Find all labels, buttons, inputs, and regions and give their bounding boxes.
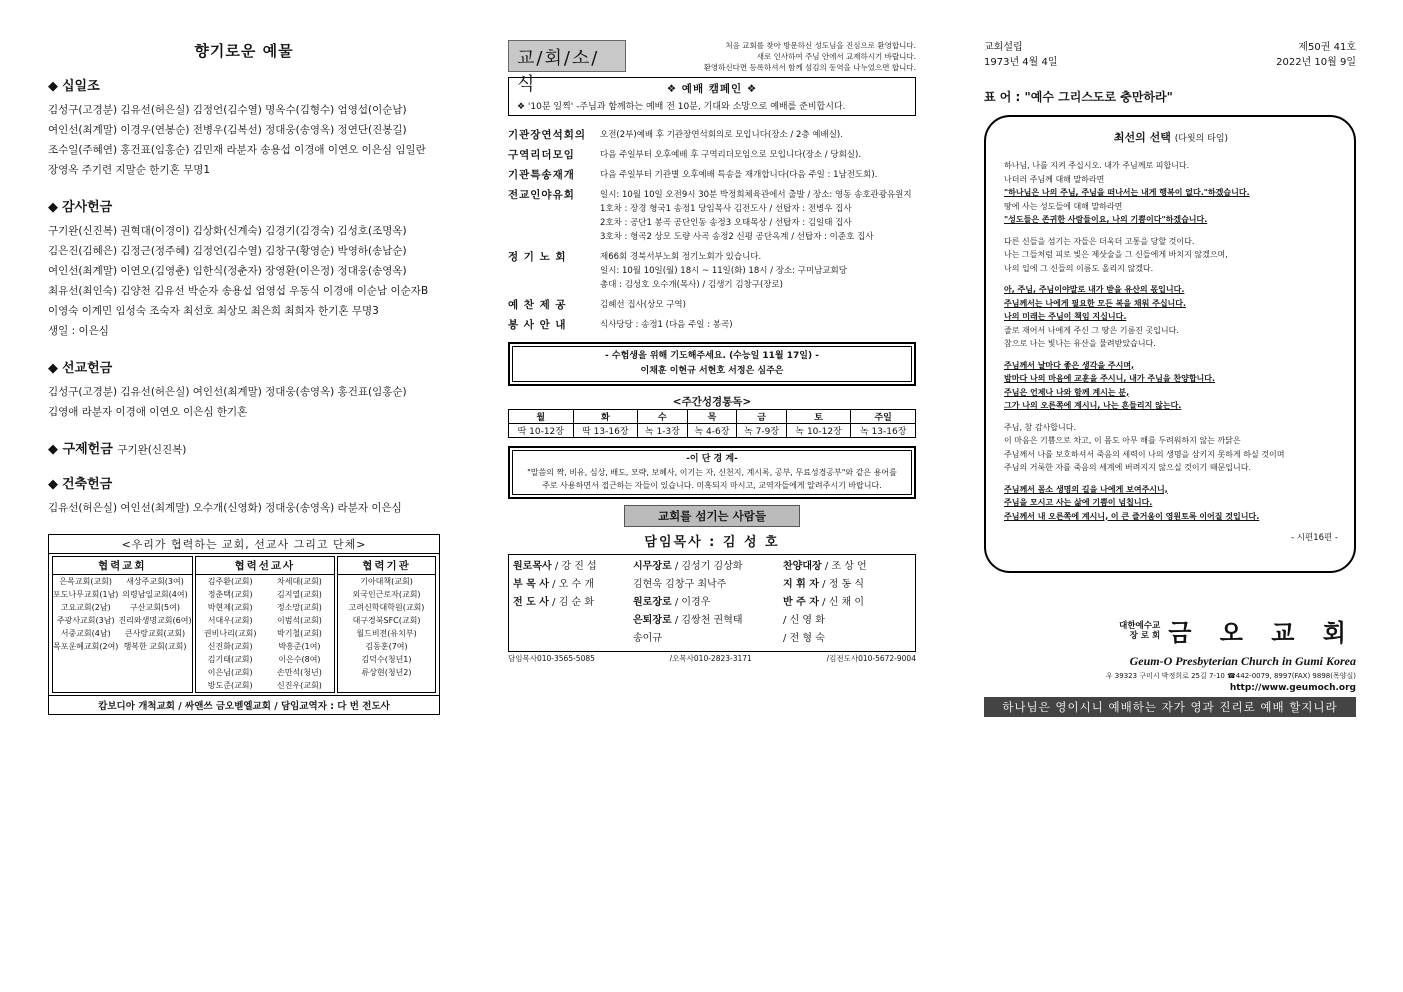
notice-value [600,250,916,292]
coop-item: 차세대(교회) [277,577,322,586]
staff-separator: / [548,597,559,608]
coop-churches [52,556,193,693]
church-name: 금 오 교 회 [1168,619,1356,647]
coop-item: 신진화(교회) [207,642,253,651]
staff-role: 부 목 사 [513,579,549,590]
staff-role: 지 휘 자 [783,579,819,590]
coop-item: 의령남일교회(4여) [122,590,188,599]
coop-item: 외국인근로자(교회) [352,590,421,599]
staff-cell [513,594,633,612]
poem-line: 나의 미래는 주님이 책임 지십니다. [1004,312,1127,321]
offerings-column [48,40,440,715]
staff-cell [783,630,911,648]
poem-line: "하나님은 나의 주님, 주님을 떠나서는 내게 행복이 없다."하겠습니다. [1004,188,1250,197]
campaign-box [508,77,916,116]
poem-line: 주님께서 내 오른쪽에 계시니, 이 큰 즐거움이 영원토록 이어질 것입니다. [1004,511,1260,521]
notice-line: 오전(2부)예배 후 기관장연석회의로 모입니다(장소 / 2층 예배실). [600,130,843,140]
coop-item: 김덕수(청년1) [361,655,412,664]
staff-row [513,612,911,630]
staff-separator: / [671,615,682,626]
poem-line: 주님께서 나를 보호하셔서 죽음의 세력이 나의 생명을 삼키지 못하게 하실 것이며 [1004,449,1285,459]
notice-value [600,168,916,182]
est-label: 교회설립 [984,42,1023,53]
poem-line: 다른 신들을 섬기는 자들은 더욱더 고통을 당할 것이다. [1004,236,1195,246]
relief-head: 구제헌금 [62,442,113,457]
staff-cell [783,594,911,612]
poem-box [984,115,1356,573]
offering-section [48,75,440,180]
denomination-2: 장 로 회 [1129,630,1161,641]
coop-item: 이범석(교회) [277,616,322,625]
notice-line: 3호차 : 형곡2 상모 도량 사곡 송정2 신평 공단옥계 / 선탑자 : 이준호 집사 [600,232,874,242]
scripture-banner: 하나님은 영이시니 예배하는 자가 영과 진리로 예배 할지니라 [984,697,1356,717]
notice-item [508,148,916,162]
church-english-name: Geum-O Presbyterian Church in Gumi Korea [1129,654,1356,668]
notice-item [508,250,916,292]
bible-day: 금 [737,410,787,424]
poem-stanza [1004,421,1338,475]
staff-row [513,594,911,612]
poem-line: 주님께서 몸소 생명의 길을 나에게 보여주시니, [1004,484,1168,494]
staff-name: 강 진 섭 [561,561,597,572]
phone-number: /오목사010-2823-3171 [669,654,752,663]
staff-name: 전 형 숙 [789,633,825,644]
coop-item: 김동훈(7여) [365,642,408,651]
coop-item: 김기태(교회) [207,655,253,664]
poem-line: 나더러 주님께 대해 말하라면 [1004,174,1105,184]
coop-missionaries-head: 협력선교사 [196,557,334,575]
poem-line: 주님께서 날마다 좋은 생각을 주시며, [1004,360,1135,370]
coop-item: 김주환(교회) [207,577,253,586]
notice-key: 전교인야유회 [508,189,575,201]
coop-item: 서대우(교회) [207,616,253,625]
coop-item: 구산교회(5여) [130,603,180,612]
poem-line: 주님, 참 감사합니다. [1004,422,1076,432]
notice-line: 식사당당 : 송정1 (다음 주일 : 봉곡) [600,320,733,330]
coop-item: 주광사교회(3남) [56,616,115,625]
notice-line: 2호차 : 공단1 봉곡 공단인동 송정3 오태목상 / 선탑자 : 김일태 집사 [600,218,852,228]
coop-item: 진리와생명교회(6여) [118,616,192,625]
relief-offering [48,438,440,457]
welcome-line: 처음 교회를 찾아 방문하신 성도님을 진심으로 환영합니다. [725,41,916,50]
coop-item: 은목교회(교회) [59,577,113,586]
diamond-icon: ◆ [48,477,58,492]
building-offering [48,473,440,518]
poem-line: 그가 나의 오른쪽에 계시니, 나는 흔들리지 않는다. [1004,401,1182,410]
staff-cell [513,630,633,648]
staff-role: 찬양대장 [783,561,822,572]
poem-line: 밤마다 나의 마음에 교훈을 주시니, 내가 주님을 찬양합니다. [1004,374,1216,383]
poem-line: 아, 주님, 주님이야말로 내가 받을 유산의 몫입니다. [1004,285,1185,294]
bible-title: <주간성경통독> [672,396,752,408]
staff-row [513,630,911,648]
welcome-text [626,40,916,73]
coop-item: 고려신학대학원(교회) [348,603,425,612]
notice-item [508,168,916,182]
coop-item: 류상현(청년2) [361,668,412,677]
serve-title: 교회를 섬기는 사람들 [624,505,800,527]
est-date: 1973년 4월 4일 [984,57,1058,68]
offering-names-line: 김성구(고경분) 김유선(허은실) 김정언(김수열) 명옥수(김형수) 엄영섭(이순남) [48,104,407,116]
coop-item: 이은수(8여) [278,655,321,664]
diamond-icon: ◆ [48,361,58,376]
notice-key: 구역리더모임 [508,149,575,161]
offering-names-line: 김영애 라분자 이경애 이연오 이은심 한기혼 [48,406,248,418]
prayer-box [508,342,916,386]
coop-item: 정소망(교회) [277,603,322,612]
staff-separator: / [783,615,790,626]
bible-reading: 녹 13-16장 [851,424,916,438]
church-info [984,613,1356,693]
poem-line: 주님을 모시고 사는 삶에 기쁨이 넘칩니다. [1004,498,1153,507]
bible-reading: 녹 4-6장 [687,424,737,438]
heresy-box [508,446,916,499]
staff-cell [633,630,783,648]
staff-separator: / [671,561,682,572]
prayer-names: 이채훈 이현규 서현호 서정은 심주은 [640,366,784,376]
offering-section [48,196,440,341]
poem-line: "성도들은 존귀한 사람들이요, 나의 기쁨이다"하겠습니다. [1004,215,1208,224]
staff-separator: / [548,579,559,590]
poem-line: 주님은 언제나 나와 함께 계시는 분, [1004,387,1130,397]
notice-value [600,188,916,244]
staff-cell [633,612,783,630]
offering-head-label: 감사헌금 [62,200,113,215]
offerings-title: 향기로운 예물 [194,42,294,60]
notice-key: 예 찬 제 공 [508,299,567,311]
staff-name: 김쌍천 권혁태 [681,615,743,626]
staff-name: 김 순 화 [558,597,595,608]
staff-cell [633,558,783,576]
staff-cell [513,558,633,576]
staff-cell [783,558,911,576]
poem-line: 이 마음은 기쁨으로 차고, 이 몸도 아무 해를 두려워하지 않는 까닭은 [1004,436,1241,445]
staff-role: 반 주 자 [783,597,819,608]
poem-stanza [1004,159,1338,227]
poem-line: 나의 입에 그 신들의 이름도 올리지 않겠다. [1004,263,1154,273]
poem-line: 주님께서는 나에게 필요한 모든 복을 채워 주십니다. [1004,298,1187,308]
relief-names: 구기완(신진복) [117,444,187,456]
notice-key: 기관장연석회의 [508,129,587,141]
coop-item: 고요교회(2남) [60,603,111,612]
poem-title: 최선의 선택 [1113,131,1171,144]
poem-line: 땅에 사는 성도들에 대해 말하라면 [1004,201,1123,211]
bible-day: 주일 [851,410,916,424]
notices [508,128,916,332]
staff-cell [513,612,633,630]
coop-item: 박기철(교회) [277,629,322,638]
notice-value [600,298,916,312]
staff-separator: / [783,633,790,644]
heresy-line: 주로 사용하면서 접근하는 자들이 있습니다. 미혹되지 마시고, 교역자들에게 알려주시기 바랍니다. [542,481,882,490]
coop-orgs [337,556,436,693]
heresy-line: "말씀의 짝, 비유, 심상, 배도, 모략, 보혜사, 이기는 자, 신천지, 계시록, 공부, 무료성경공부"와 같은 용어를 [527,468,897,477]
coop-item: 정춘택(교회) [207,590,253,599]
bible-day: 토 [786,410,851,424]
offering-head [48,196,440,215]
motto: 표 어 : "예수 그리스도로 충만하라" [984,90,1173,104]
bible-reading: 녹 10-12장 [786,424,851,438]
coop-footer: 캄보디아 개척교회 / 싸앤쓰 금오벧엘교회 / 담임교역자 : 다 번 전도사 [49,695,439,714]
staff-cell [783,612,911,630]
coop-item: 권비나리(교회) [203,629,257,638]
coop-item: 기아대책(교회) [360,577,413,586]
offering-names-line: 김은진(김혜은) 김정근(정주혜) 김정언(김수열) 김창구(황영순) 박영하(송남순) [48,245,407,257]
staff-name: 김성기 김상화 [681,561,743,572]
volume-number: 제50권 41호 [1298,42,1356,53]
notice-line: 1호차 : 장경 형국1 송정1 당임목사 김전도사 / 선탑자 : 전병우 집사 [600,204,852,214]
coop-item: 박현제(교회) [207,603,253,612]
staff-separator: / [818,579,829,590]
notice-value [600,148,916,162]
bible-day: 월 [509,410,574,424]
bible-reading: 딱 13-16장 [573,424,638,438]
staff-row [513,576,911,594]
bible-reading: 딱 10-12장 [509,424,574,438]
poem-line: 줄로 재어서 나에게 주신 그 땅은 기름진 곳입니다. [1004,325,1179,335]
offering-names-line: 조수일(주혜연) 홍건표(임홍순) 김민재 라분자 송용섭 이경애 이연오 이은심 임일란 [48,144,426,156]
coop-item: 서중교회(4남) [60,629,111,638]
phone-numbers [508,653,916,664]
notice-line: 총대 : 김성호 오수개(목사) / 김생기 김창구(장로) [600,280,784,290]
staff-name: 송이규 [633,633,662,644]
poem-stanza [1004,283,1338,351]
staff-separator: / [551,561,562,572]
staff-name: 조 상 언 [831,561,867,572]
campaign-title: ❖ 예배 캠페인 ❖ [666,83,758,95]
staff-role: 원로장로 [633,597,672,608]
offering-names-line: 장영옥 주기련 지말순 한기혼 무명1 [48,164,211,176]
offering-names-line: 김성구(고경분) 김유선(허은실) 여인선(최계말) 정대웅(송영옥) 홍건표(임홍순) [48,386,407,398]
coop-item: 신진우(교회) [277,681,322,690]
news-logo: 교/회/소/식 [508,40,626,72]
building-names: 김유선(허은실) 여인선(최계말) 오수개(신영화) 정대웅(송영옥) 라분자 이은심 [48,502,402,514]
offering-sections [48,75,440,422]
coop-item: 김지열(교회) [277,590,322,599]
offering-names-line: 여인선(최계말) 이연오(김영춘) 임한식(정춘자) 장영환(이은정) 정대웅(송영옥) [48,265,407,277]
notice-item [508,298,916,312]
poem-line: 나는 그들처럼 피로 빚은 제삿술을 그 신들에게 바치지 않겠으며, [1004,250,1228,259]
notice-key: 정 기 노 회 [508,251,567,263]
offering-section [48,357,440,422]
coop-item: 포도나무교회(1남) [53,590,119,599]
coop-churches-head: 협력교회 [53,557,192,575]
staff-separator: / [671,597,682,608]
church-address: 우 39323 구미시 박정희로 25길 7-10 ☎442-0079, 8997(FAX) 9898(목양실) [1105,672,1356,680]
staff-name: 이경우 [681,597,711,608]
staff-name: 신 영 화 [789,615,825,626]
senior-pastor: 담임목사 : 김 성 호 [644,535,780,550]
staff-name: 오 수 개 [558,579,595,590]
notice-line: 다음 주일부터 오후예배 후 구역리더모임으로 모입니다(장소 / 당회실). [600,150,862,160]
cover-column [984,40,1356,717]
coop-item: 손만석(청년) [277,668,322,677]
bible-day: 목 [687,410,737,424]
coop-item: 새상주교회(3여) [126,577,184,586]
notice-item [508,318,916,332]
bible-table [508,409,916,438]
staff-table [508,554,916,652]
prayer-title: - 수험생을 위해 기도해주세요. (수능일 11월 17일) - [605,351,819,361]
poem-line: 참으로 나는 빛나는 유산을 물려받았습니다. [1004,339,1156,348]
staff-cell [513,576,633,594]
notice-value [600,128,916,142]
poem-author: (다윗의 타임) [1174,134,1229,144]
notice-item [508,128,916,142]
phone-number: /김전도사010-5672-9004 [826,654,916,663]
staff-separator: / [818,597,829,608]
staff-name: 정 동 식 [828,579,865,590]
poem-line: 하나님, 나를 지켜 주십시오. 내가 주님께로 피합니다. [1004,161,1190,170]
notice-line: 다음 주일부터 기관별 오후예배 특송을 재개합니다(다음 주일 : 1남전도회). [600,170,878,180]
staff-cell [633,594,783,612]
diamond-icon: ◆ [48,442,63,457]
staff-separator: / [821,561,832,572]
welcome-line: 새로 인사하여 주님 안에서 교제하시기 바랍니다. [756,52,916,61]
offering-names-line: 최유선(최인숙) 김양천 김유선 박순자 송용섭 엄영섭 우동식 이경애 이순남 이순자B [48,285,429,297]
cooperation-box [48,534,440,715]
offering-head [48,357,440,376]
coop-item: 큰사랑교회(교회) [124,629,186,638]
staff-role: 시무장로 [633,561,672,572]
staff-role: 원로목사 [513,561,552,572]
staff-name: 신 채 이 [828,597,865,608]
offering-head-label: 선교헌금 [62,361,113,376]
coop-orgs-head: 협력기관 [338,557,435,575]
coop-item: 이은님(교회) [207,668,253,677]
offering-names-line: 여인선(최계말) 이경우(연봉순) 전병우(김복선) 정대웅(송영옥) 정연단(진봉길) [48,124,407,136]
offering-head [48,75,440,94]
diamond-icon: ◆ [48,79,58,94]
coop-missionaries [195,556,335,693]
notice-line: 일시: 10월 10일 오전9시 30분 박정희체육관에서 출발 / 장소: 영동 송호관광유원지 [600,190,912,200]
staff-role: 전 도 사 [513,597,549,608]
offering-names-line: 구기완(신진복) 권혁대(이경이) 김상화(신계숙) 김경기(김경숙) 김성호(조명옥) [48,225,407,237]
offering-names-line: 생일 : 이은심 [48,325,109,337]
bible-reading: 녹 7-9장 [737,424,787,438]
news-column [508,40,916,664]
notice-key: 봉 사 안 내 [508,319,567,331]
building-head: 건축헌금 [62,477,113,492]
notice-line: 김혜선 집사(상모 구역) [600,300,686,310]
notice-line: 일시: 10월 10일(월) 18시 ~ 11일(화) 18시 / 장소: 구미남교회당 [600,266,847,276]
poem-stanza [1004,483,1338,524]
coop-item: 대구경북SFC(교회) [352,616,421,625]
staff-role: 은퇴장로 [633,615,672,626]
phone-number: 담임목사010-3565-5085 [508,654,595,663]
coop-title: <우리가 협력하는 교회, 선교사 그리고 단체> [49,535,439,554]
coop-item: 행복한 교회(교회) [123,642,187,651]
denomination-1: 대한예수교 [1119,620,1161,631]
welcome-line: 환영하신다면 등록하셔서 함께 섬김의 동역을 나누었으면 합니다. [703,63,916,72]
offering-names-line: 이영숙 이계민 임성숙 조숙자 최선호 최상모 최은희 최희자 한기혼 무명3 [48,305,379,317]
staff-cell [783,576,911,594]
staff-cell [633,576,783,594]
poem-line: 주님의 거룩한 자를 죽음의 세계에 버려지지 않으실 것이기 때문입니다. [1004,463,1251,472]
coop-item: 박흥준(1여) [278,642,321,651]
coop-item: 목포운혜교회(2여) [53,642,119,651]
coop-item: 방도준(교회) [207,681,253,690]
poem-stanza [1004,359,1338,413]
bible-day: 화 [573,410,638,424]
issue-date: 2022년 10월 9일 [1276,57,1356,68]
staff-name: 김현욱 김창구 최낙주 [633,579,727,590]
notice-key: 기관특송재개 [508,169,575,181]
bible-day: 수 [638,410,688,424]
diamond-icon: ◆ [48,200,58,215]
campaign-text: ❖ '10분 일찍' -주님과 함께하는 예배 전 10분, 기대와 소망으로 예배를 준비합시다. [517,102,846,112]
coop-item: 월드비전(유치부) [356,629,417,638]
poem-source: - 시편16편 - [1291,533,1338,543]
staff-row [513,558,911,576]
notice-line: 제66회 경북서부노회 정기노회가 있습니다. [600,252,762,262]
church-website: http://www.geumoch.org [1229,683,1356,693]
offering-head-label: 십일조 [62,79,100,94]
heresy-title: -이 단 경 계- [686,454,738,464]
poem-stanza [1004,235,1338,276]
bible-reading: 녹 1-3장 [638,424,688,438]
notice-item [508,188,916,244]
notice-value [600,318,916,332]
